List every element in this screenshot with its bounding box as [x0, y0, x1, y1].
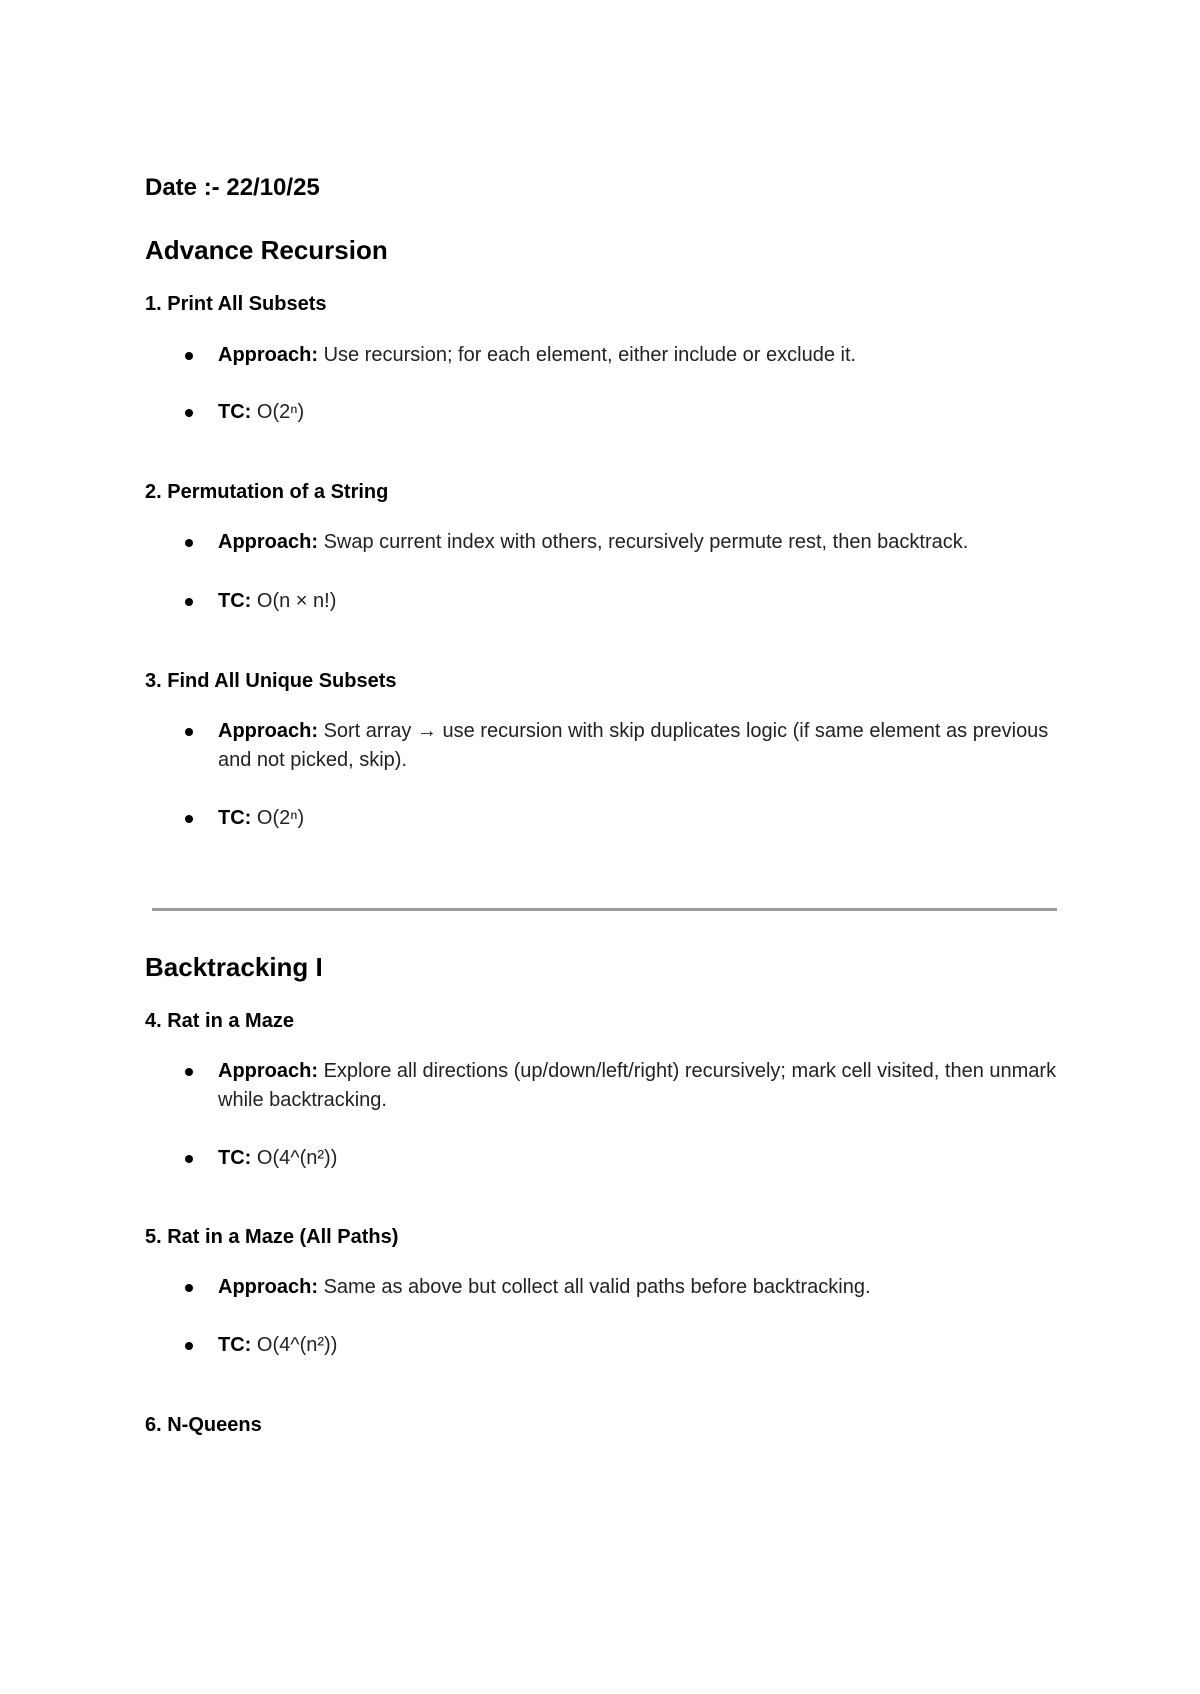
- tc-label: TC:: [218, 401, 252, 423]
- problem-bullets: [145, 528, 1060, 616]
- tc-item: [145, 1331, 1060, 1360]
- bullet-icon: [185, 1342, 193, 1350]
- bullet-icon: [185, 815, 193, 823]
- bullet-icon: [185, 728, 193, 736]
- bullet-icon: [185, 1068, 193, 1076]
- approach-text: Explore all directions (up/down/left/right) recursively; mark cell visited, then unmark while backtracking.: [218, 1060, 1057, 1111]
- tc-value: O(4^(n²)): [256, 1147, 338, 1169]
- problem-title-n-queens: 6. N-Queens: [145, 1414, 262, 1436]
- approach-label: Approach:: [218, 344, 318, 366]
- approach-item: [145, 1273, 1060, 1302]
- problem-bullets: [145, 1057, 1060, 1173]
- problem-bullets: [145, 1273, 1060, 1360]
- tc-value: O(2ⁿ): [256, 807, 305, 829]
- document-page: [145, 160, 1060, 1438]
- section-title-advance-recursion: Advance Recursion: [145, 235, 388, 265]
- approach-text: Swap current index with others, recursively permute rest, then backtrack.: [323, 531, 969, 553]
- problem-bullets: [145, 341, 1060, 427]
- tc-item: [145, 804, 1060, 833]
- tc-label: TC:: [218, 590, 252, 612]
- approach-text: Sort array → use recursion with skip duplicates logic (if same element as previous and not picked, skip).: [218, 720, 1049, 771]
- bullet-icon: [185, 1284, 193, 1292]
- problem-title-print-all-subsets: 1. Print All Subsets: [145, 293, 327, 315]
- approach-item: [145, 341, 1060, 370]
- approach-item: [145, 1057, 1060, 1115]
- approach-text: Same as above but collect all valid paths before backtracking.: [323, 1276, 871, 1298]
- bullet-icon: [185, 409, 193, 417]
- tc-label: TC:: [218, 1147, 252, 1169]
- problem-title-rat-in-a-maze: 4. Rat in a Maze: [145, 1010, 294, 1032]
- problem-bullets: [145, 717, 1060, 833]
- bullet-icon: [185, 1155, 193, 1163]
- tc-label: TC:: [218, 1334, 252, 1356]
- date-heading: Date :- 22/10/25: [145, 174, 320, 201]
- tc-value: O(2ⁿ): [256, 401, 305, 423]
- approach-label: Approach:: [218, 531, 318, 553]
- approach-label: Approach:: [218, 1276, 318, 1298]
- tc-item: [145, 1144, 1060, 1173]
- bullet-icon: [185, 598, 193, 606]
- section-title-backtracking-i: Backtracking I: [145, 952, 323, 982]
- approach-label: Approach:: [218, 720, 318, 742]
- problem-title-find-all-unique-subsets: 3. Find All Unique Subsets: [145, 670, 397, 692]
- tc-label: TC:: [218, 807, 252, 829]
- approach-item: [145, 528, 1060, 557]
- tc-item: [145, 587, 1060, 616]
- tc-item: [145, 398, 1060, 427]
- approach-text: Use recursion; for each element, either include or exclude it.: [323, 344, 857, 366]
- approach-label: Approach:: [218, 1060, 318, 1082]
- tc-value: O(n × n!): [256, 590, 337, 612]
- tc-value: O(4^(n²)): [256, 1334, 338, 1356]
- problem-title-rat-in-a-maze-all-paths: 5. Rat in a Maze (All Paths): [145, 1226, 399, 1248]
- bullet-icon: [185, 352, 193, 360]
- horizontal-divider: [152, 908, 1057, 911]
- approach-item: [145, 717, 1060, 775]
- bullet-icon: [185, 539, 193, 547]
- problem-title-permutation-of-a-string: 2. Permutation of a String: [145, 481, 389, 503]
